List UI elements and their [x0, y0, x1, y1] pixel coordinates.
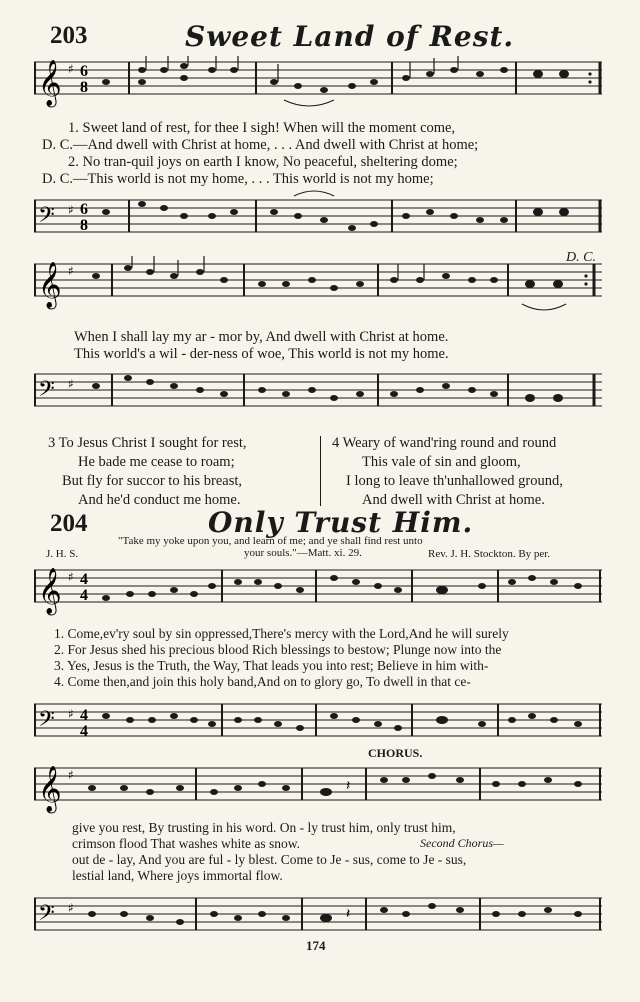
svg-text:6: 6 [80, 63, 88, 80]
verse-3-line: 3 To Jesus Christ I sought for rest, [48, 435, 247, 451]
hymn-203-number: 203 [50, 22, 88, 49]
bass-staff-203-1 [34, 190, 604, 248]
hymn-204-lyric-line: out de - lay, And you are ful - ly blest. Come to Je - sus, come to Je - sus, [72, 852, 467, 867]
svg-text:𝄞: 𝄞 [38, 766, 62, 812]
treble-staff-203-1 [34, 56, 604, 116]
svg-text:8: 8 [80, 79, 88, 96]
svg-text:𝄢: 𝄢 [38, 901, 55, 931]
verse-4-line: 4 Weary of wand'ring round and round [332, 435, 557, 451]
hymn-204-lyric-line: give you rest, By trusting in his word. On - ly trust him, only trust him, [72, 820, 456, 835]
verse-divider [320, 436, 321, 506]
svg-text:♯: ♯ [68, 377, 74, 391]
svg-text:♯: ♯ [68, 62, 74, 76]
svg-text:4: 4 [80, 723, 88, 740]
treble-staff-204-2 [34, 760, 604, 820]
hymn-203-lyric-line: 1. Sweet land of rest, for thee I sigh! When will the moment come, [68, 120, 456, 136]
hymn-204-title: Only Trust Him. [208, 506, 474, 539]
svg-text:𝄞: 𝄞 [38, 262, 62, 308]
bass-staff-203-2 [34, 364, 604, 422]
svg-text:𝄞: 𝄞 [38, 60, 62, 106]
svg-text:4: 4 [80, 587, 88, 604]
verse-4-line: This vale of sin and gloom, [362, 454, 521, 470]
epigraph: your souls."—Matt. xi. 29. [244, 547, 362, 559]
hymn-203-lyric-line: D. C.—And dwell with Christ at home, . . . And dwell with Christ at home; [42, 137, 479, 153]
treble-staff-203-2 [34, 256, 604, 316]
verse-3-line: But fly for succor to his breast, [62, 473, 243, 489]
verse-3 [48, 434, 247, 510]
hymn-204-lyric-line: 3. Yes, Jesus is the Truth, the Way, That leads you into rest; Believe in him with- [54, 658, 489, 673]
svg-text:𝄽: 𝄽 [346, 778, 351, 794]
svg-text:♯: ♯ [68, 707, 74, 721]
svg-text:♯: ♯ [68, 570, 74, 584]
hymn-203-lyric-line: 2. No tran-quil joys on earth I know, No peaceful, sheltering dome; [68, 154, 458, 170]
svg-text:𝄢: 𝄢 [38, 203, 55, 233]
verse-3-line: And he'd conduct me home. [78, 492, 241, 508]
dc-mark: D. C. [566, 250, 596, 265]
svg-text:♯: ♯ [68, 901, 74, 915]
svg-text:♯: ♯ [68, 264, 74, 278]
verse-3-line: He bade me cease to roam; [78, 454, 235, 470]
bass-staff-204-2 [34, 886, 604, 940]
bass-staff-204-1 [34, 694, 604, 748]
treble-staff-204-1 [34, 562, 604, 622]
svg-text:♯: ♯ [68, 768, 74, 782]
svg-text:6: 6 [80, 201, 88, 218]
svg-text:8: 8 [80, 217, 88, 234]
svg-text:𝄽: 𝄽 [346, 906, 351, 922]
second-chorus-label: Second Chorus— [420, 836, 504, 850]
verse-4 [332, 434, 563, 510]
hymn-204-number: 204 [50, 510, 88, 537]
composer-left: J. H. S. [46, 548, 79, 560]
verse-4-line: I long to leave th'unhallowed ground, [346, 473, 563, 489]
composer-right: Rev. J. H. Stockton. By per. [428, 548, 551, 560]
epigraph: "Take my yoke upon you, and learn of me; and ye shall find rest unto [118, 535, 423, 547]
hymn-204-lyric-line: 1. Come,ev'ry soul by sin oppressed,There's mercy with the Lord,And he will surely [54, 626, 509, 641]
hymn-203-lyric-line: This world's a wil - der-ness of woe, This world is not my home. [74, 346, 449, 362]
hymn-204-lyric-line: crimson flood That washes white as snow. [72, 836, 300, 851]
hymn-204-lyric-line: lestial land, Where joys immortal flow. [72, 868, 283, 883]
hymn-204-lyric-line: 2. For Jesus shed his precious blood Rich blessings to bestow; Plunge now into the [54, 642, 502, 657]
hymn-203-title: Sweet Land of Rest. [185, 20, 515, 53]
svg-text:4: 4 [80, 707, 88, 724]
verse-4-line: And dwell with Christ at home. [362, 492, 545, 508]
svg-text:4: 4 [80, 571, 88, 588]
svg-text:𝄞: 𝄞 [38, 568, 62, 614]
hymn-203-lyric-line: When I shall lay my ar - mor by, And dwell with Christ at home. [74, 329, 449, 345]
chorus-label: CHORUS. [368, 746, 423, 760]
svg-text:𝄢: 𝄢 [38, 707, 55, 737]
hymn-203-lyric-line: D. C.—This world is not my home, . . . This world is not my home; [42, 171, 434, 187]
hymn-204-lyric-line: 4. Come then,and join this holy band,And on to glory go, To dwell in that ce- [54, 674, 471, 689]
page-number: 174 [306, 938, 326, 953]
svg-text:𝄢: 𝄢 [38, 377, 55, 407]
svg-text:♯: ♯ [68, 203, 74, 217]
